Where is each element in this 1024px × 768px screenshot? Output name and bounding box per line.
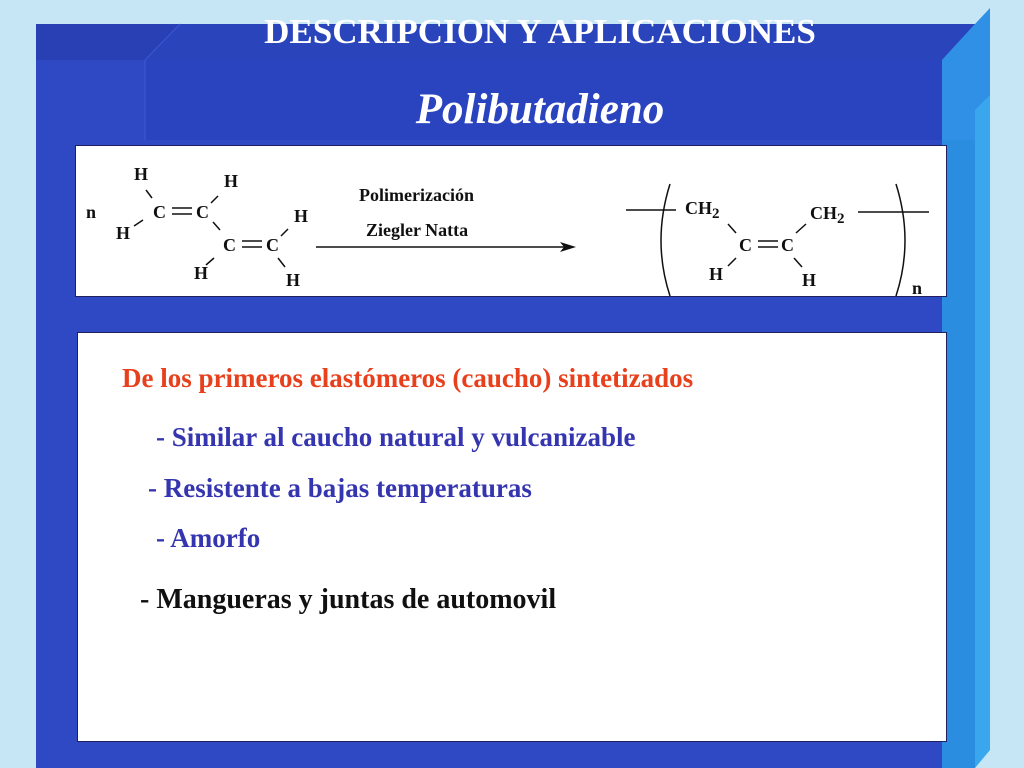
product-c1: C: [739, 235, 752, 255]
product-c2: C: [781, 235, 794, 255]
product-h1: H: [709, 264, 724, 284]
product-ch2-right: $CH_2$: [810, 203, 845, 227]
frame-right-edge: [975, 95, 990, 768]
bullet-1: - Similar al caucho natural y vulcanizable: [156, 422, 636, 452]
arrow-label-top: Polimerización: [359, 185, 474, 205]
application-text: - Mangueras y juntas de automovil: [140, 584, 557, 615]
atom-h3: H: [224, 171, 239, 191]
product-h2: H: [802, 270, 817, 290]
product-ch2-left: $CH_2$: [685, 198, 720, 222]
repeat-n: n: [912, 278, 923, 298]
slide-subtitle: Polibutadieno: [415, 86, 665, 133]
coefficient-n: n: [86, 202, 97, 222]
slide-title: DESCRIPCION Y APLICACIONES: [264, 12, 816, 51]
atom-c4: C: [266, 235, 279, 255]
atom-c2: C: [196, 202, 209, 222]
content-panel: [77, 332, 947, 742]
atom-h5: H: [194, 263, 209, 283]
reaction-diagram: [76, 146, 948, 298]
bracket-left: [661, 184, 670, 296]
atom-h2: H: [116, 223, 131, 243]
arrow-label-bottom: Ziegler Natta: [366, 220, 469, 240]
bullet-2: - Resistente a bajas temperaturas: [148, 473, 532, 503]
atom-c3: C: [223, 235, 236, 255]
atom-h1: H: [134, 164, 149, 184]
atom-c1: C: [153, 202, 166, 222]
intro-text: De los primeros elastómeros (caucho) sintetizados: [122, 363, 694, 393]
bullet-3: - Amorfo: [156, 523, 261, 553]
atom-h4: H: [294, 206, 309, 226]
atom-h6: H: [286, 270, 301, 290]
reaction-panel: [75, 145, 947, 297]
bracket-right: [896, 184, 905, 296]
